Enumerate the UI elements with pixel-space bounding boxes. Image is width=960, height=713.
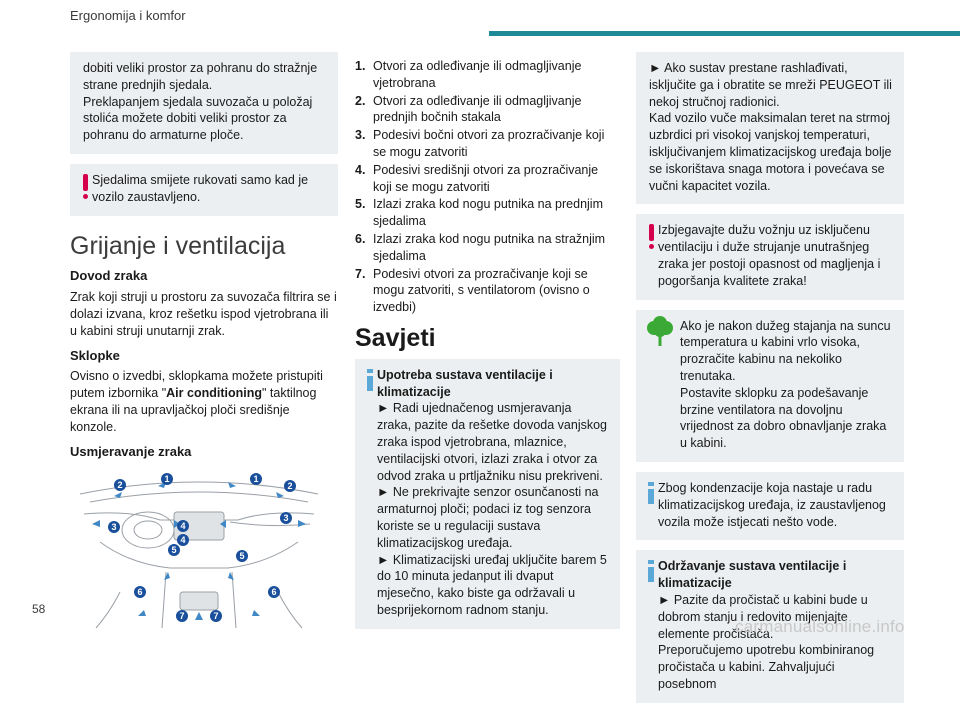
eco-box-cabin-airing (636, 310, 904, 462)
callout-4-left: 4 (180, 521, 186, 532)
heading-dovod: Dovod zraka (70, 268, 148, 284)
info-icon (367, 369, 373, 391)
paragraph-sklopke: Ovisno o izvedbi, sklopkama možete pristupiti putem izbornika "Air conditioning" taktilnog ekrana ili na upravljačkoj ploči središnje konzole. (70, 369, 323, 434)
info-box-text: ► Pazite da pročistač u kabini bude u dobrom stanju i redovito mijenjajte elemente pročistača. Preporučujemo upotrebu kombiniranog pročistača u kabini. Zahvaljujući posebnom (658, 592, 875, 691)
list-item: 7. Podesivi otvori za prozračivanje koji se mogu zatvoriti, s ventilatorom (ovisno o izvedbi) (355, 266, 590, 315)
eco-tree-icon (644, 316, 676, 348)
page-header-title: Ergonomija i komfor (70, 8, 186, 23)
callout-5-right: 5 (239, 551, 245, 562)
callout-6-right: 6 (271, 587, 277, 598)
info-box-ventilation-use (355, 359, 620, 629)
info-box-condensation (636, 472, 904, 540)
heading-sklopke: Sklopke (70, 347, 120, 363)
continued-note-box (70, 52, 338, 154)
warning-icon (648, 224, 655, 250)
callout-2-right: 2 (287, 481, 293, 492)
list-item: 5. Izlazi zraka kod nogu putnika na prednjim sjedalima (355, 197, 603, 229)
info-box-text: Zbog kondenzacije koja nastaje u radu klimatizacijskog uređaja, iz zaustavljenog vozila može istjecati nešto vode. (658, 480, 886, 529)
continued-tip-text: ► Ako sustav prestane rashlađivati, isključite ga i obratite se mreži PEUGEOT ili nekoj stručnoj radionici. Kad vozilo vuče maksimalan teret na strmoj uzbrdici pri visokoj vanjskoj temperaturi, isključivanjem klimatizacijskog uređaja bolje se iskorištava snaga motora i povećava se vučni kapacitet vozila. (649, 61, 892, 193)
paragraph-dovod: Zrak koji struji u prostoru za suvozača filtrira se i dolazi izvana, kroz rešetku ispod vjetrobrana ili u kabini struji unutarnji zrak. (70, 290, 337, 338)
callout-6-left: 6 (137, 587, 143, 598)
list-item: 2. Otvori za odleđivanje ili odmagljivanje prednjih bočnih stakala (355, 93, 582, 125)
savjeti-title: Savjeti (355, 323, 436, 352)
column-middle (355, 52, 620, 639)
callout-7-right: 7 (213, 611, 219, 622)
continued-tip-box (636, 52, 904, 204)
info-box-title: Održavanje sustava ventilacije i klimatizacije (658, 559, 847, 591)
callout-5-left: 5 (171, 545, 177, 556)
callout-3-left: 3 (111, 522, 117, 533)
callout-4-right: 4 (180, 535, 186, 546)
info-icon (648, 482, 654, 504)
list-item: 1. Otvori za odleđivanje ili odmagljivanje vjetrobrana (355, 59, 582, 90)
list-item: 3. Podesivi bočni otvori za prozračivanje koji se mogu zatvoriti (355, 128, 605, 159)
header-accent-bar (489, 31, 960, 36)
warning-box-air-quality (636, 214, 904, 299)
warning-text: Sjedalima smijete rukovati samo kad je vozilo zaustavljeno. (92, 172, 309, 204)
watermark: carmanualsonline.info (735, 617, 905, 636)
section-title: Grijanje i ventilacija (70, 231, 286, 260)
dashboard-vents-illustration (70, 472, 328, 632)
warning-icon (82, 174, 89, 200)
list-item: 6. Izlazi zraka kod nogu putnika na stražnjim sjedalima (355, 231, 606, 263)
info-box-title: Upotreba sustava ventilacije i klimatizacije (377, 367, 553, 399)
info-icon (648, 560, 654, 582)
heading-usmjeravanje: Usmjeravanje zraka (70, 443, 192, 459)
page-number: 58 (32, 602, 46, 616)
info-box-text: ► Radi ujednačenog usmjeravanja zraka, pazite da rešetke dovoda vanjskog zraka ispod vjetrobrana, mlaznice, ventilacijski otvori, izlazi zraka i otvor za odvod zraka u prtljažniku nisu prekriveni. ► Ne prekrivajte senzor osunčanosti na armaturnoj ploči; podaci iz tog senzora koriste se u regulaciji sustava klimatizacijskog uređaja. ► Klimatizacijski uređaj uključite barem 5 do 10 minuta jedanput ili dvaput mjesečno, kako biste ga održavali u besprijekornom radnom stanju. (377, 401, 607, 617)
callout-2-left: 2 (117, 480, 123, 491)
callout-7-left: 7 (179, 611, 185, 622)
column-right (636, 52, 904, 713)
vent-list (355, 58, 620, 316)
callout-1-left: 1 (164, 474, 170, 485)
warning-box-seats (70, 164, 338, 216)
list-item: 4. Podesivi središnji otvori za prozračivanje koji se mogu zatvoriti (355, 162, 599, 194)
column-left (70, 52, 338, 637)
eco-text: Ako je nakon dužeg stajanja na suncu temperatura u kabini vrlo visoka, prozračite kabinu na nekoliko trenutaka. Postavite sklopku za podešavanje brzine ventilatora na dovoljnu vrijednost za dobro obnavljanje zraka u kabini. (680, 318, 891, 451)
continued-note-text: dobiti veliki prostor za pohranu do stražnje strane prednjih sjedala. Preklapanjem sjedala suvozača u položaj stolića možete dobiti veliki prostor za pohranu do armaturne ploče. (83, 61, 318, 143)
callout-3-right: 3 (283, 513, 289, 524)
warning-text: Izbjegavajte dužu vožnju uz isključenu ventilaciju i duže strujanje unutrašnjeg zraka jer postoji opasnost od magljenja i pogoršanja kvalitete zraka! (658, 223, 881, 288)
callout-1-right: 1 (253, 474, 259, 485)
